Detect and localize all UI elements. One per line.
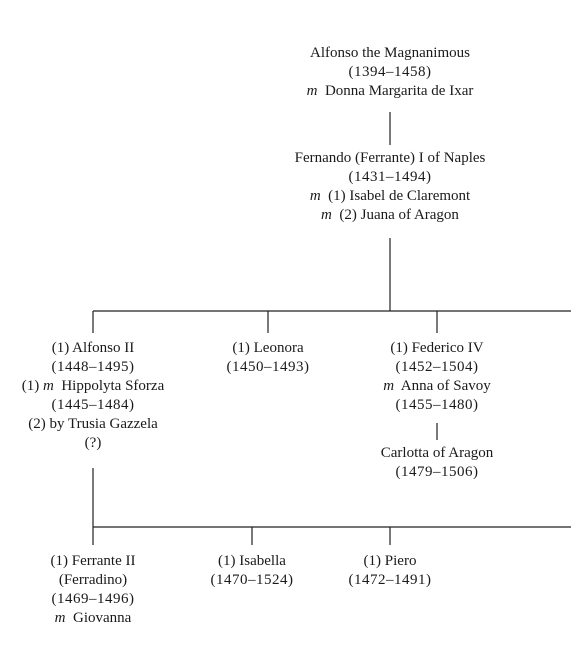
node-ferrante-ii: [23, 552, 163, 628]
spouse-name: (2) Juana of Aragon: [339, 207, 459, 223]
node-leonora: [203, 339, 333, 377]
person-name: (1) Federico IV: [390, 340, 484, 356]
spouse-dates: (1445–1484): [51, 397, 135, 413]
person-alias: (Ferradino): [58, 572, 128, 588]
person-dates: (1448–1495): [51, 359, 135, 375]
person-name: (1) Isabella: [218, 553, 286, 569]
spouse-name: Hippolyta Sforza: [61, 378, 165, 394]
node-isabella: [187, 552, 317, 590]
node-federico: [357, 339, 517, 415]
person-name: Fernando (Ferrante) I of Naples: [294, 150, 486, 166]
node-carlotta: [357, 444, 517, 482]
person-dates: (1479–1506): [395, 464, 479, 480]
other-partner: (2) by Trusia Gazzela: [28, 416, 158, 432]
person-dates: (1431–1494): [348, 169, 432, 185]
other-partner-dates: (?): [84, 435, 102, 451]
person-dates: (1470–1524): [210, 572, 294, 588]
person-name: Carlotta of Aragon: [380, 445, 494, 461]
person-name: (1) Piero: [363, 553, 417, 569]
spouse-prefix: (1): [21, 378, 40, 394]
spouse-line: [235, 206, 545, 225]
person-name: Alfonso the Magnanimous: [310, 45, 470, 61]
married-marker: m: [43, 378, 54, 394]
spouse-line: [235, 187, 545, 206]
person-name: (1) Ferrante II: [50, 553, 136, 569]
spouse-dates: (1455–1480): [395, 397, 479, 413]
spouse-line: [250, 82, 530, 101]
person-dates: (1469–1496): [51, 591, 135, 607]
spouse-line: [357, 377, 517, 396]
married-marker: m: [54, 610, 66, 626]
person-dates: (1452–1504): [395, 359, 479, 375]
spouse-name: Anna of Savoy: [400, 378, 491, 394]
spouse-line: [23, 609, 163, 628]
married-marker: m: [306, 83, 318, 99]
person-dates: (1450–1493): [226, 359, 310, 375]
node-alfonso-ii: [3, 339, 183, 453]
married-marker: m: [321, 207, 332, 223]
spouse-line: [3, 377, 183, 396]
married-marker: m: [309, 188, 321, 204]
spouse-name: Giovanna: [73, 610, 132, 626]
spouse-name: Donna Margarita de Ixar: [324, 83, 474, 99]
node-fernando: [235, 149, 545, 225]
married-marker: m: [383, 378, 395, 394]
node-alfonso-magnanimous: [250, 44, 530, 101]
person-dates: (1394–1458): [348, 64, 432, 80]
person-name: (1) Leonora: [232, 340, 304, 356]
person-dates: (1472–1491): [348, 572, 432, 588]
spouse-name: (1) Isabel de Claremont: [328, 188, 471, 204]
node-piero: [325, 552, 455, 590]
person-name: (1) Alfonso II: [51, 340, 135, 356]
